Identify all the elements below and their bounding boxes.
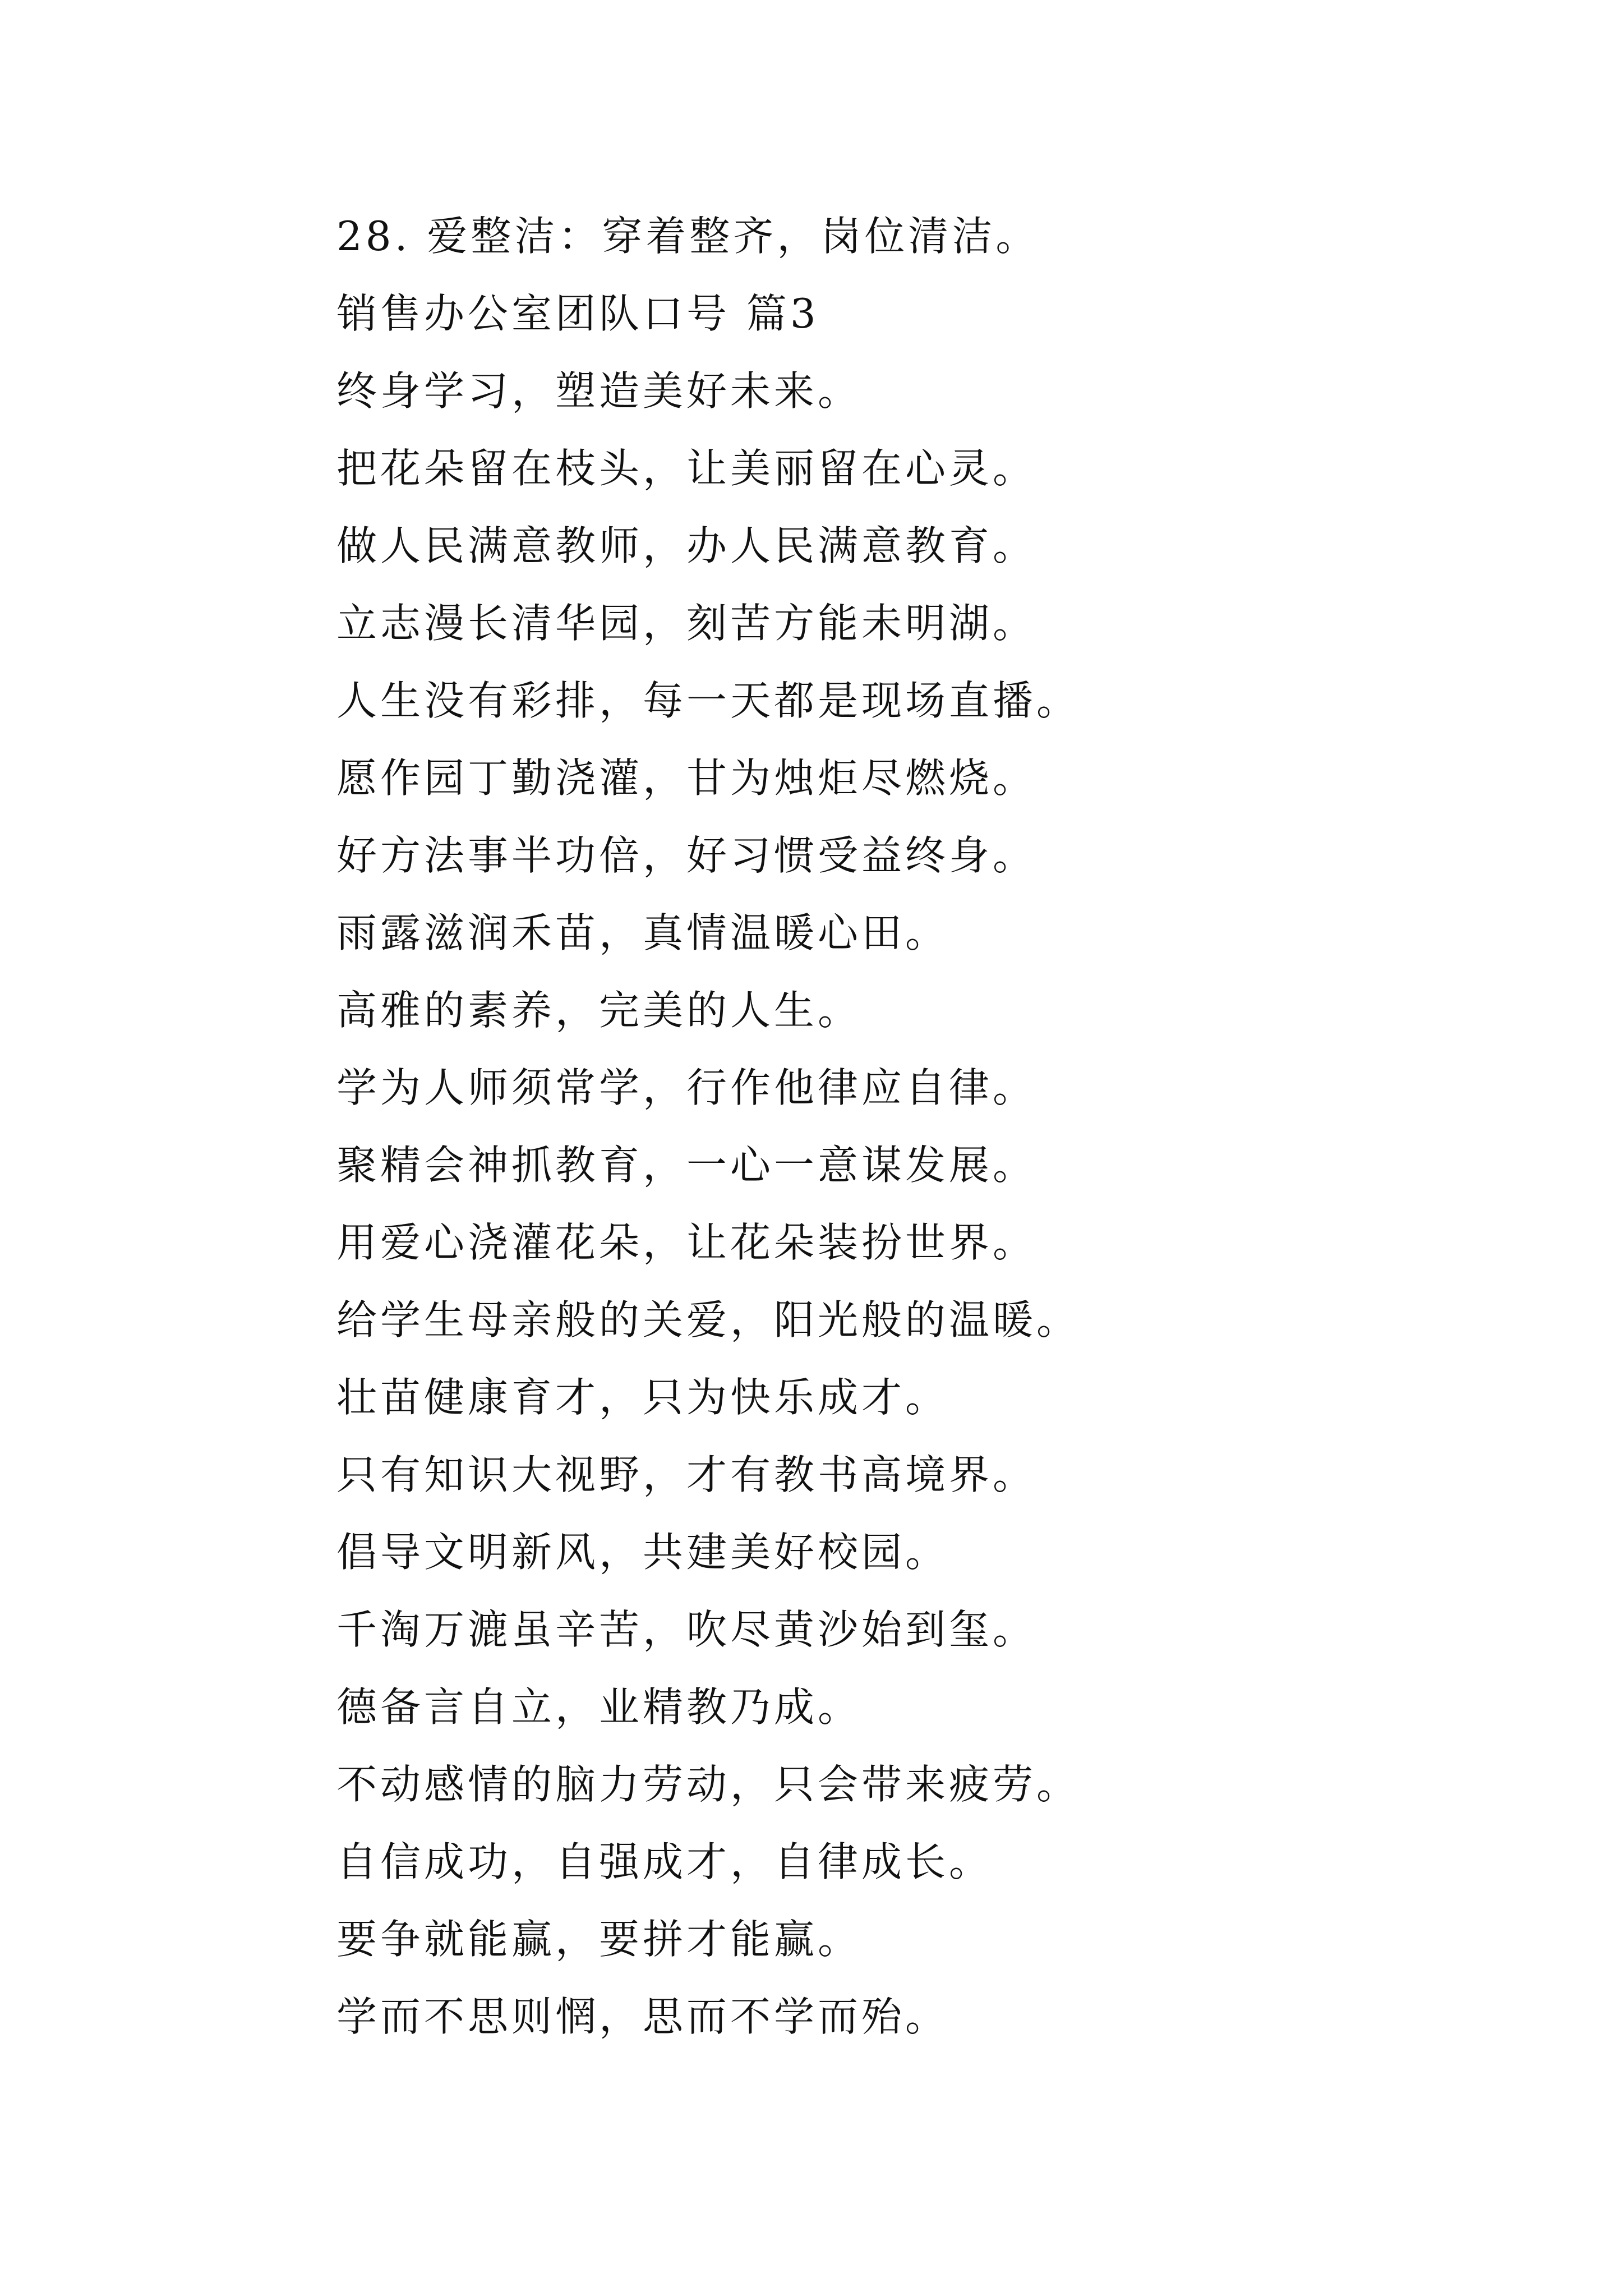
list-item: 把花朵留在枝头，让美丽留在心灵。 xyxy=(336,445,1037,492)
list-item: 壮苗健康育才，只为快乐成才。 xyxy=(336,1374,949,1421)
list-item: 聚精会神抓教育，一心一意谋发展。 xyxy=(336,1142,1037,1189)
list-item: 立志漫长清华园，刻苦方能未明湖。 xyxy=(336,600,1037,647)
list-item: 终身学习，塑造美好未来。 xyxy=(336,367,862,415)
list-item: 只有知识大视野，才有教书高境界。 xyxy=(336,1451,1037,1498)
list-item: 雨露滋润禾苗，真情温暖心田。 xyxy=(336,909,949,956)
list-item: 德备言自立，业精教乃成。 xyxy=(336,1683,862,1731)
list-item: 做人民满意教师，办人民满意教育。 xyxy=(336,522,1037,569)
list-item: 愿作园丁勤浇灌，甘为烛炬尽燃烧。 xyxy=(336,754,1037,802)
list-item: 人生没有彩排，每一天都是现场直播。 xyxy=(336,677,1081,724)
list-item: 千淘万漉虽辛苦，吹尽黄沙始到玺。 xyxy=(336,1606,1037,1653)
list-item: 高雅的素养，完美的人生。 xyxy=(336,987,862,1034)
list-item: 学而不思则惘，思而不学而殆。 xyxy=(336,1993,949,2040)
list-item: 自信成功，自强成才，自律成长。 xyxy=(336,1838,993,1885)
list-item: 28. 爱整洁：穿着整齐，岗位清洁。 xyxy=(336,213,1040,260)
list-item: 倡导文明新风，共建美好校园。 xyxy=(336,1529,949,1576)
list-item: 好方法事半功倍，好习惯受益终身。 xyxy=(336,832,1037,879)
section-heading: 销售办公室团队口号 篇3 xyxy=(336,290,819,337)
list-item: 要争就能赢，要拼才能赢。 xyxy=(336,1916,862,1963)
list-item: 给学生母亲般的关爱，阳光般的温暖。 xyxy=(336,1296,1081,1343)
list-item: 学为人师须常学，行作他律应自律。 xyxy=(336,1064,1037,1111)
list-item: 不动感情的脑力劳动，只会带来疲劳。 xyxy=(336,1761,1081,1808)
slogan-list xyxy=(336,197,1514,2055)
list-item: 用爱心浇灌花朵，让花朵装扮世界。 xyxy=(336,1219,1037,1266)
